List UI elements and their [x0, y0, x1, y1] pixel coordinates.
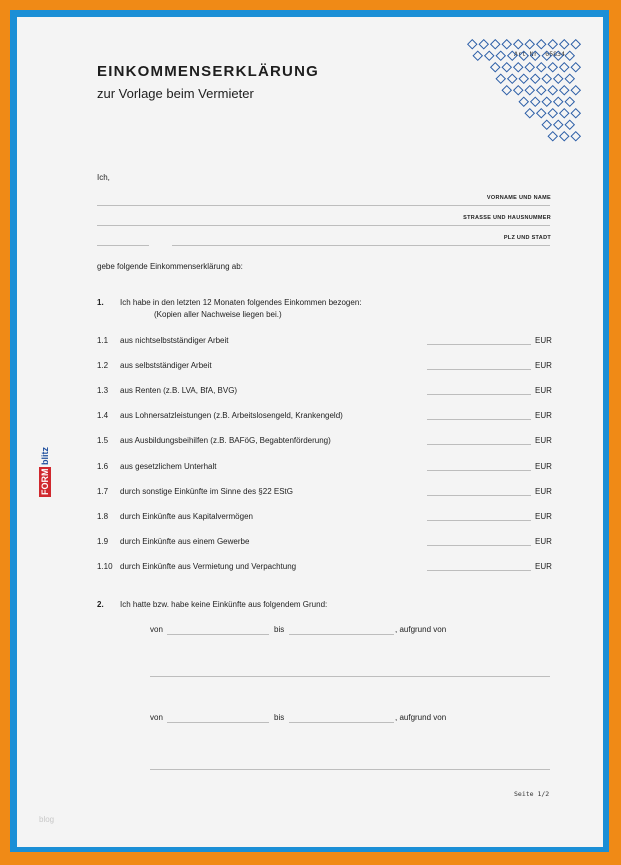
- currency-label: EUR: [535, 537, 552, 546]
- name-line[interactable]: [97, 205, 550, 206]
- income-amount-line[interactable]: [427, 570, 531, 571]
- pattern-diamond: [473, 51, 482, 60]
- income-item-label: durch sonstige Einkünfte im Sinne des §22 EStG: [120, 487, 293, 496]
- logo-text-blitz: blitz: [40, 447, 50, 465]
- currency-label: EUR: [535, 411, 552, 420]
- pattern-diamond: [560, 86, 569, 95]
- pattern-diamond: [554, 97, 563, 106]
- pattern-diamond: [565, 74, 574, 83]
- period1-aufgrund: , aufgrund von: [395, 625, 447, 634]
- period1-von: von: [150, 625, 163, 634]
- pattern-diamond: [508, 51, 517, 60]
- currency-label: EUR: [535, 562, 552, 571]
- pattern-diamond: [519, 97, 528, 106]
- pattern-diamond: [560, 109, 569, 118]
- income-item-number: 1.2: [97, 361, 109, 370]
- diamond-pattern-graphic: [467, 39, 582, 152]
- income-item-label: aus Lohnersatzleistungen (z.B. Arbeitslosengeld, Krankengeld): [120, 411, 343, 420]
- pattern-diamond: [525, 86, 534, 95]
- pattern-diamond: [531, 74, 540, 83]
- pattern-diamond: [560, 40, 569, 49]
- pattern-diamond: [548, 63, 557, 72]
- pattern-diamond: [491, 40, 500, 49]
- pattern-diamond: [554, 74, 563, 83]
- pattern-diamond: [565, 120, 574, 129]
- pattern-diamond: [560, 63, 569, 72]
- pattern-diamond: [519, 51, 528, 60]
- income-item-number: 1.7: [97, 487, 109, 496]
- article-number: Art.Nr. 05834: [514, 50, 565, 58]
- pattern-diamond: [537, 63, 546, 72]
- pattern-diamond: [525, 63, 534, 72]
- currency-label: EUR: [535, 361, 552, 370]
- currency-label: EUR: [535, 462, 552, 471]
- income-item-number: 1.1: [97, 336, 109, 345]
- income-item-label: durch Einkünfte aus Kapitalvermögen: [120, 512, 253, 521]
- pattern-diamond: [531, 97, 540, 106]
- income-amount-line[interactable]: [427, 444, 531, 445]
- pattern-diamond: [502, 63, 511, 72]
- period2-von: von: [150, 713, 163, 722]
- section1-number: 1.: [97, 298, 104, 307]
- period1-to-line[interactable]: [289, 634, 394, 635]
- label-street: STRASSE UND HAUSNUMMER: [463, 215, 551, 221]
- income-amount-line[interactable]: [427, 520, 531, 521]
- period2-aufgrund: , aufgrund von: [395, 713, 447, 722]
- page-number: Seite 1/2: [514, 790, 550, 798]
- label-name: VORNAME UND NAME: [486, 195, 551, 201]
- income-amount-line[interactable]: [427, 344, 531, 345]
- pattern-diamond: [468, 40, 477, 49]
- currency-label: EUR: [535, 436, 552, 445]
- income-item-label: durch Einkünfte aus einem Gewerbe: [120, 537, 250, 546]
- street-line[interactable]: [97, 225, 550, 226]
- pattern-diamond: [565, 97, 574, 106]
- income-item-number: 1.10: [97, 562, 113, 571]
- income-item-label: aus Renten (z.B. LVA, BfA, BVG): [120, 386, 238, 395]
- watermark-text: blog: [39, 815, 55, 824]
- pattern-diamond: [548, 132, 557, 141]
- currency-label: EUR: [535, 487, 552, 496]
- income-amount-line[interactable]: [427, 369, 531, 370]
- income-item-label: durch Einkünfte aus Vermietung und Verpachtung: [120, 562, 297, 571]
- period1-bis: bis: [274, 625, 285, 634]
- currency-label: EUR: [535, 336, 552, 345]
- form-title: EINKOMMENSERKLÄRUNG: [97, 63, 319, 80]
- pattern-diamond: [514, 40, 523, 49]
- plz-line[interactable]: [97, 245, 149, 246]
- pattern-diamond: [508, 74, 517, 83]
- section1-note: (Kopien aller Nachweise liegen bei.): [154, 310, 282, 319]
- period2-from-line[interactable]: [167, 722, 269, 723]
- pattern-diamond: [554, 51, 563, 60]
- pattern-diamond: [571, 40, 580, 49]
- label-city: PLZ UND STADT: [503, 235, 551, 241]
- pattern-diamond: [571, 63, 580, 72]
- pattern-diamond: [531, 51, 540, 60]
- logo-text-form: FORM: [40, 468, 50, 495]
- income-item-number: 1.6: [97, 462, 109, 471]
- pattern-diamond: [519, 74, 528, 83]
- income-item-number: 1.3: [97, 386, 109, 395]
- city-line[interactable]: [172, 245, 550, 246]
- pattern-diamond: [485, 51, 494, 60]
- form-page: [17, 17, 603, 847]
- pattern-diamond: [560, 132, 569, 141]
- pattern-diamond: [548, 86, 557, 95]
- income-item-number: 1.4: [97, 411, 109, 420]
- pattern-diamond: [542, 51, 551, 60]
- currency-label: EUR: [535, 512, 552, 521]
- pattern-diamond: [548, 109, 557, 118]
- section1-heading: Ich habe in den letzten 12 Monaten folgendes Einkommen bezogen:: [120, 298, 362, 307]
- form-subtitle: zur Vorlage beim Vermieter: [97, 86, 254, 101]
- section2-number: 2.: [97, 600, 104, 609]
- currency-label: EUR: [535, 386, 552, 395]
- pattern-diamond: [537, 109, 546, 118]
- formblitz-logo: [39, 431, 57, 497]
- pattern-diamond: [537, 86, 546, 95]
- intro-statement: gebe folgende Einkommenserklärung ab:: [97, 262, 243, 271]
- intro-ich: Ich,: [97, 173, 110, 182]
- pattern-diamond: [496, 51, 505, 60]
- income-amount-line[interactable]: [427, 394, 531, 395]
- income-item-number: 1.8: [97, 512, 109, 521]
- pattern-diamond: [537, 40, 546, 49]
- pattern-diamond: [525, 40, 534, 49]
- pattern-diamond: [571, 132, 580, 141]
- pattern-diamond: [542, 74, 551, 83]
- income-item-number: 1.9: [97, 537, 109, 546]
- pattern-diamond: [565, 51, 574, 60]
- pattern-diamond: [548, 40, 557, 49]
- section2-heading: Ich hatte bzw. habe keine Einkünfte aus folgendem Grund:: [120, 600, 328, 609]
- pattern-diamond: [542, 97, 551, 106]
- pattern-diamond: [502, 40, 511, 49]
- period2-reason-line[interactable]: [150, 769, 550, 770]
- income-amount-line[interactable]: [427, 470, 531, 471]
- pattern-diamond: [514, 63, 523, 72]
- pattern-diamond: [502, 86, 511, 95]
- pattern-diamond: [496, 74, 505, 83]
- pattern-diamond: [571, 109, 580, 118]
- period1-from-line[interactable]: [167, 634, 269, 635]
- pattern-diamond: [554, 120, 563, 129]
- income-item-number: 1.5: [97, 436, 109, 445]
- income-item-label: aus selbstständiger Arbeit: [120, 361, 212, 370]
- period2-to-line[interactable]: [289, 722, 394, 723]
- income-amount-line[interactable]: [427, 545, 531, 546]
- income-item-label: aus gesetzlichem Unterhalt: [120, 462, 217, 471]
- period2-bis: bis: [274, 713, 285, 722]
- income-item-label: aus nichtselbstständiger Arbeit: [120, 336, 229, 345]
- income-amount-line[interactable]: [427, 495, 531, 496]
- pattern-diamond: [571, 86, 580, 95]
- income-amount-line[interactable]: [427, 419, 531, 420]
- pattern-diamond: [479, 40, 488, 49]
- pattern-diamond: [514, 86, 523, 95]
- income-item-label: aus Ausbildungsbeihilfen (z.B. BAFöG, Begabtenförderung): [120, 436, 331, 445]
- pattern-diamond: [525, 109, 534, 118]
- pattern-diamond: [542, 120, 551, 129]
- period1-reason-line[interactable]: [150, 676, 550, 677]
- pattern-diamond: [491, 63, 500, 72]
